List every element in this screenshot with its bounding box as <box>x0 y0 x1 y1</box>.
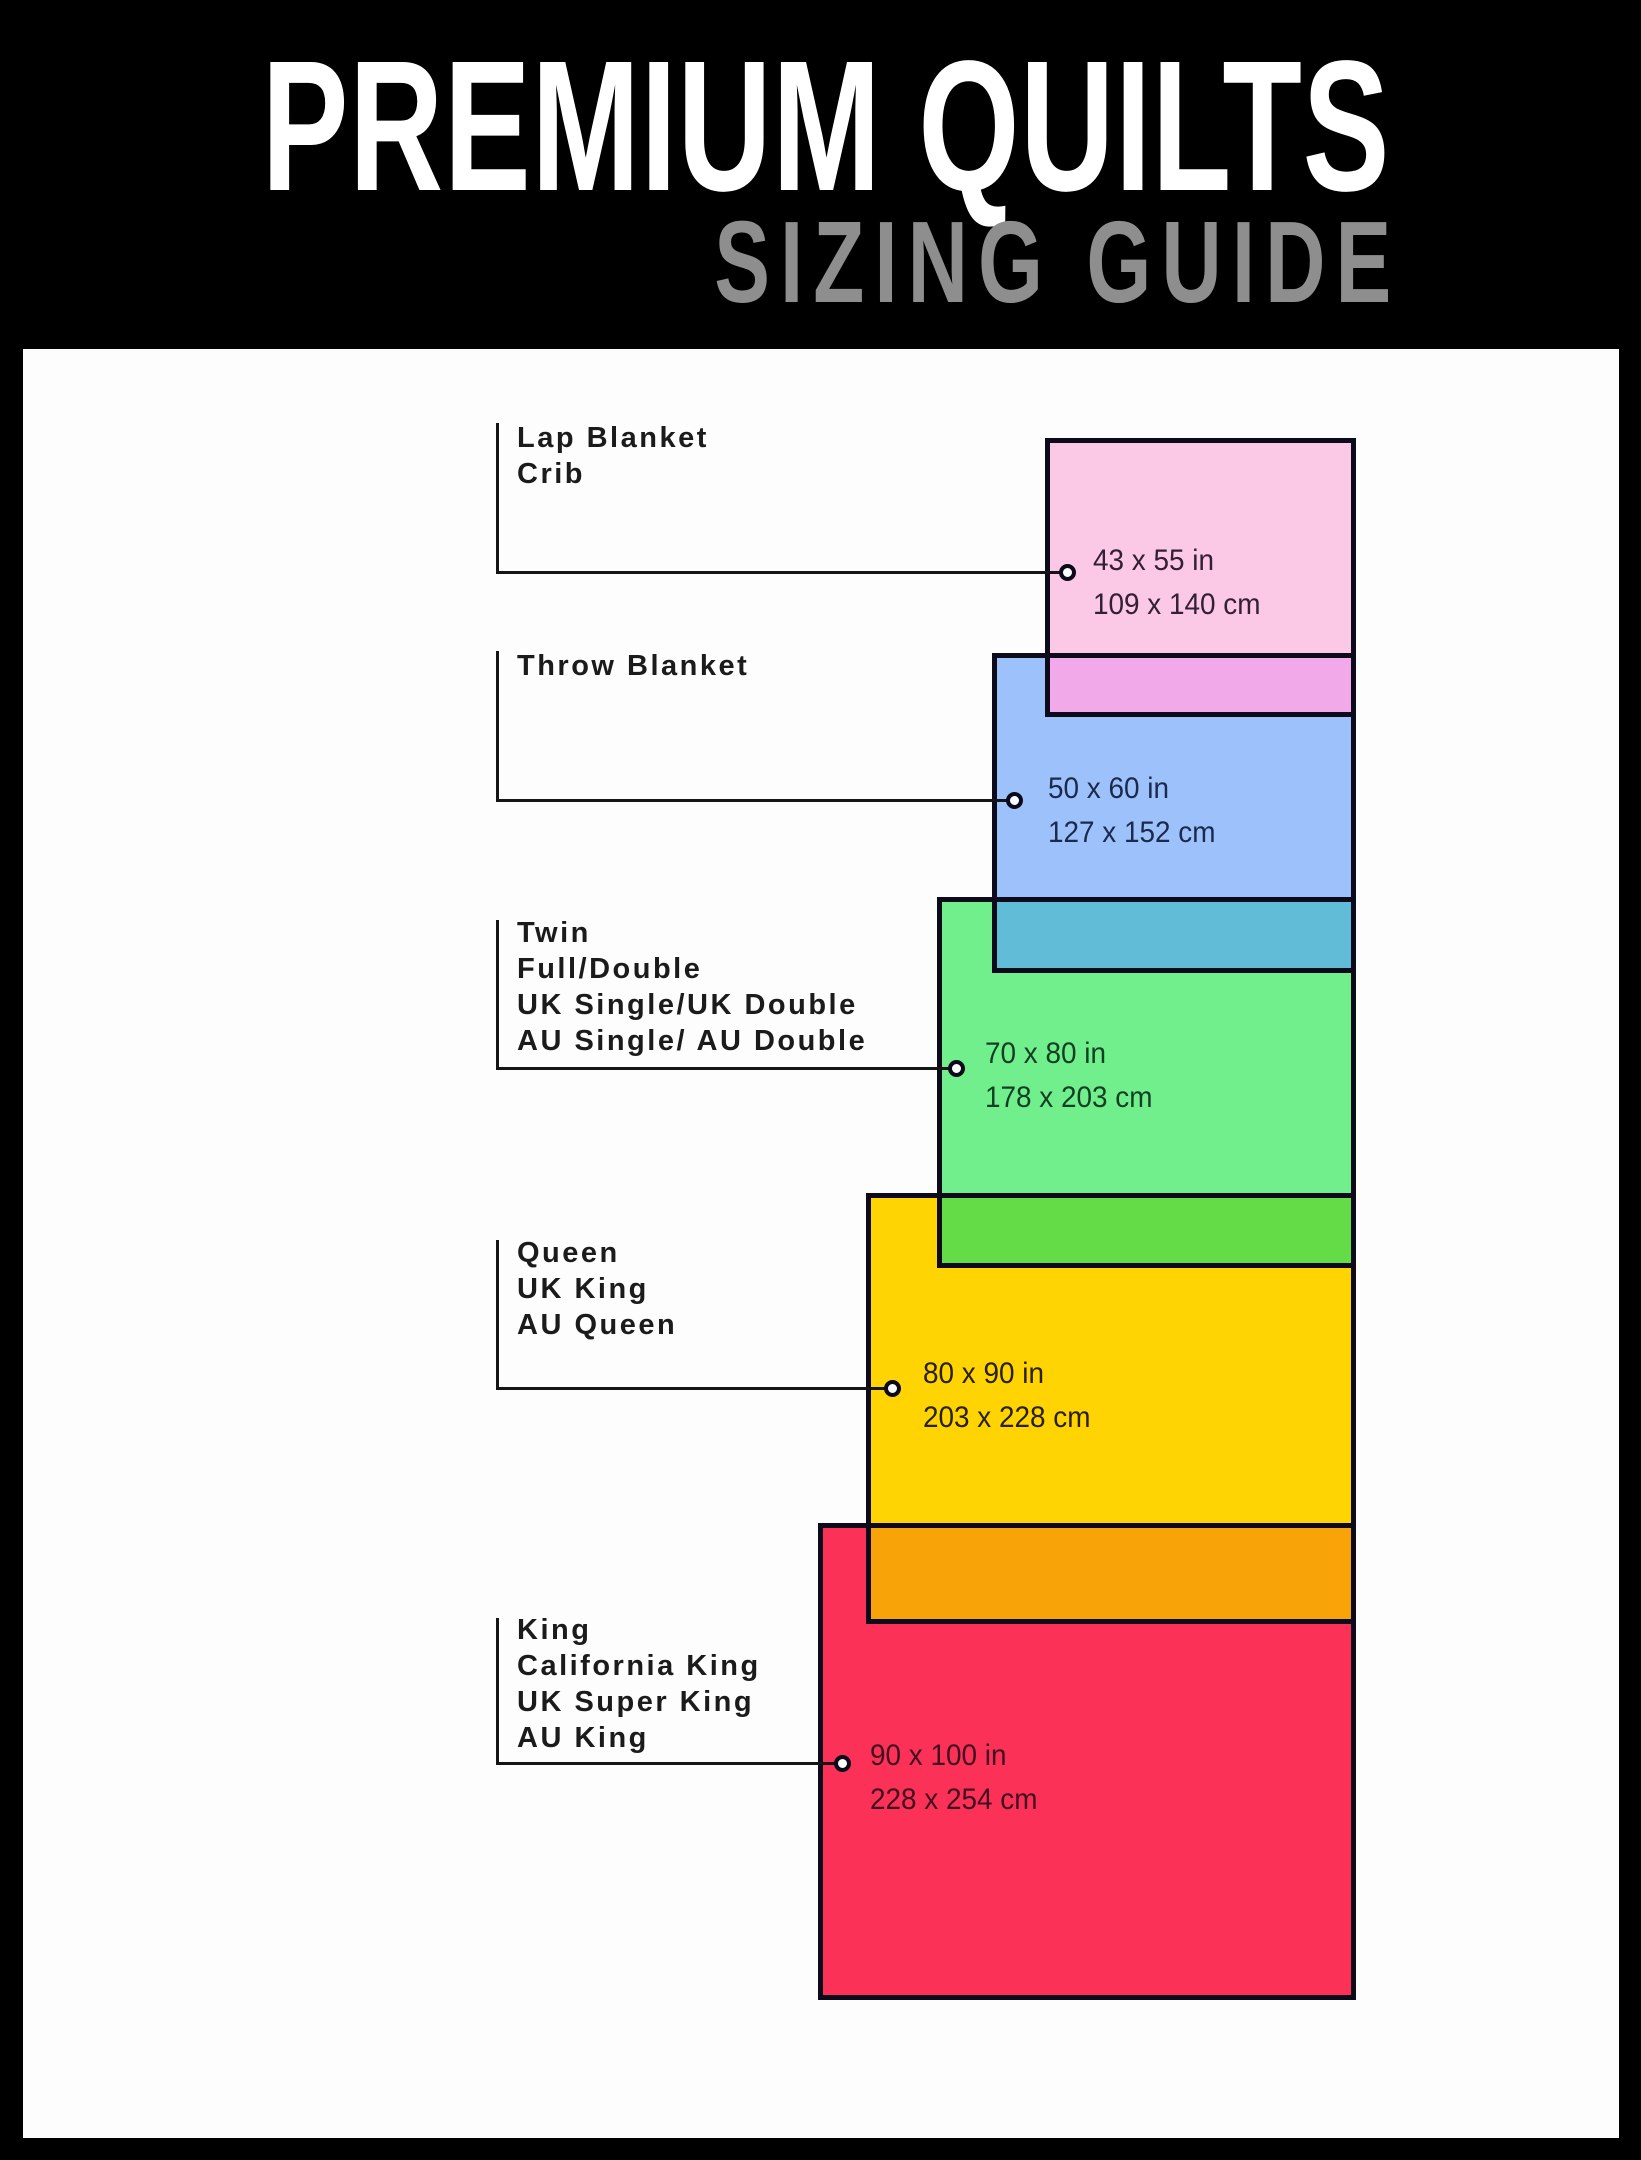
size-label-line: AU Single/ AU Double <box>517 1025 868 1057</box>
size-label-line: Twin <box>517 917 591 949</box>
size-label-line: UK Single/UK Double <box>517 989 858 1021</box>
connector-vline-king <box>496 1618 499 1765</box>
dimensions-cm: 228 x 254 cm <box>870 1783 1038 1816</box>
dimensions-cm: 127 x 152 cm <box>1048 816 1216 849</box>
dimensions-cm: 109 x 140 cm <box>1093 588 1261 621</box>
dimensions-cm: 178 x 203 cm <box>985 1081 1153 1114</box>
size-label-line: Queen <box>517 1237 620 1269</box>
connector-hline-throw <box>496 799 1015 802</box>
size-label-line: Lap Blanket <box>517 422 709 454</box>
size-label-line: AU King <box>517 1722 649 1754</box>
page-title: PREMIUM QUILTS <box>261 23 1390 230</box>
connector-dot-king <box>834 1755 851 1772</box>
dimensions-queen <box>923 1352 1091 1440</box>
connector-dot-twin <box>948 1060 965 1077</box>
size-label-line: King <box>517 1614 592 1646</box>
connector-hline-queen <box>496 1387 893 1390</box>
dimensions-cm: 203 x 228 cm <box>923 1401 1091 1434</box>
size-label-line: AU Queen <box>517 1309 678 1341</box>
connector-vline-lap <box>496 423 499 573</box>
size-label-line: UK King <box>517 1273 649 1305</box>
dimensions-twin <box>985 1032 1153 1120</box>
size-label-line: Crib <box>517 458 585 490</box>
connector-hline-lap <box>496 571 1068 574</box>
dimensions-king <box>870 1734 1038 1822</box>
size-label-twin <box>517 915 867 1059</box>
size-label-line: UK Super King <box>517 1686 755 1718</box>
dimensions-lap-blanket <box>1093 539 1261 627</box>
connector-vline-queen <box>496 1240 499 1390</box>
dimensions-inches: 50 x 60 in <box>1048 772 1169 805</box>
connector-hline-twin <box>496 1067 957 1070</box>
diagram-panel <box>23 349 1619 2138</box>
dimensions-inches: 90 x 100 in <box>870 1739 1007 1772</box>
connector-hline-king <box>496 1762 843 1765</box>
dimensions-inches: 70 x 80 in <box>985 1037 1106 1070</box>
dimensions-inches: 43 x 55 in <box>1093 544 1214 577</box>
size-label-queen <box>517 1235 677 1343</box>
connector-dot-throw <box>1006 792 1023 809</box>
dimensions-throw-blanket <box>1048 767 1216 855</box>
connector-dot-lap <box>1059 564 1076 581</box>
size-label-line: California King <box>517 1650 761 1682</box>
size-label-throw-blanket <box>517 648 749 684</box>
connector-vline-throw <box>496 651 499 802</box>
size-label-lap-blanket <box>517 420 709 492</box>
dimensions-inches: 80 x 90 in <box>923 1357 1044 1390</box>
size-label-line: Throw Blanket <box>517 650 750 682</box>
connector-dot-queen <box>884 1380 901 1397</box>
connector-vline-twin <box>496 920 499 1070</box>
size-label-king <box>517 1612 761 1756</box>
size-label-line: Full/Double <box>517 953 703 985</box>
page-subtitle: SIZING GUIDE <box>713 197 1401 327</box>
